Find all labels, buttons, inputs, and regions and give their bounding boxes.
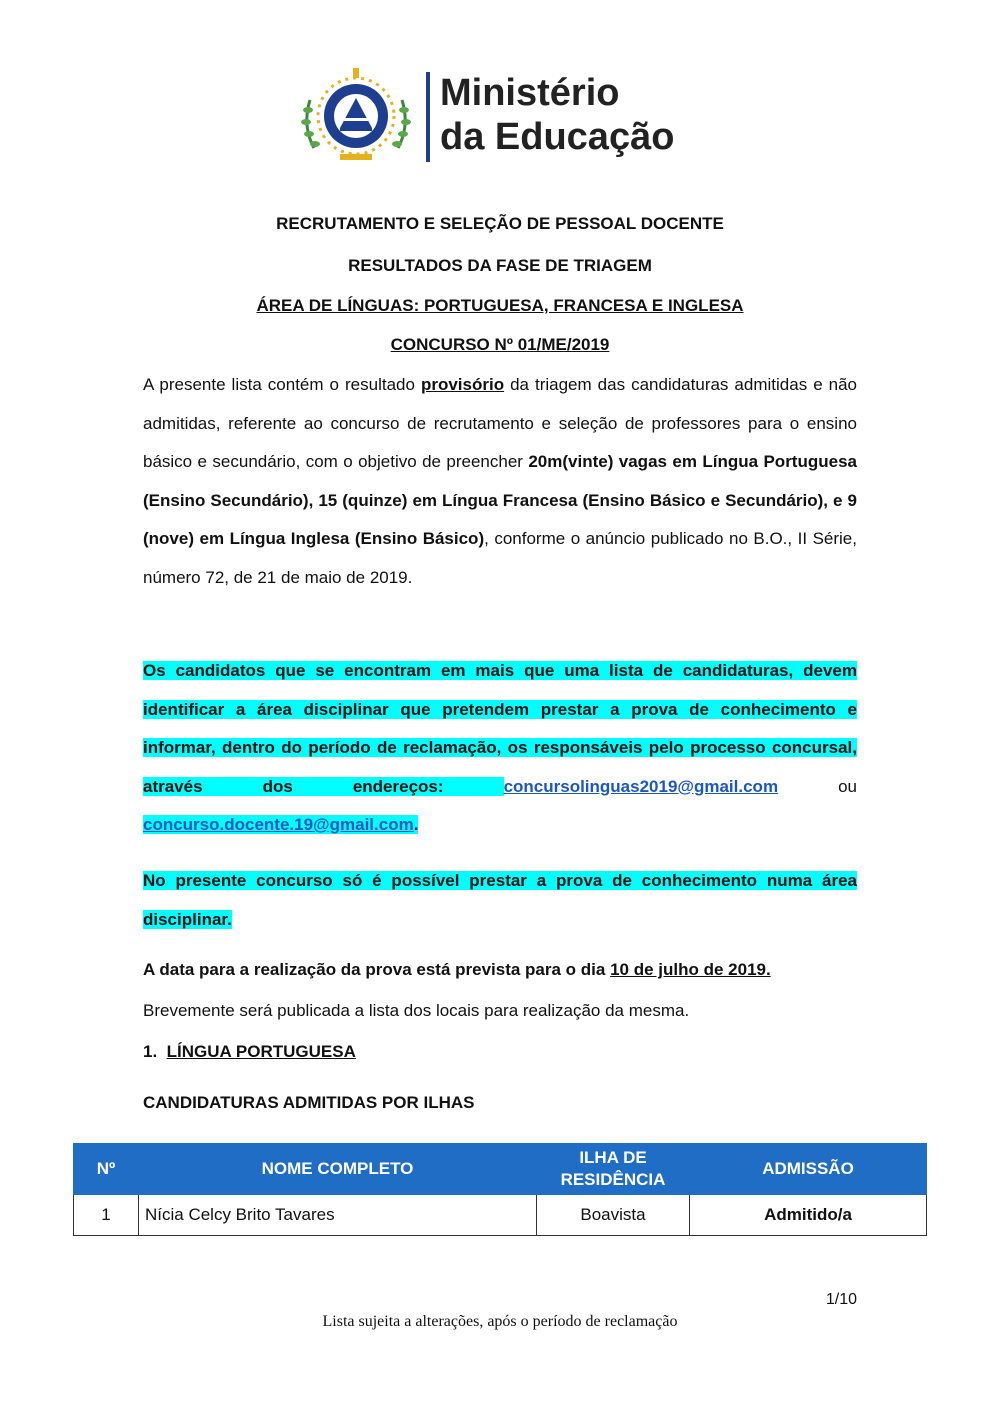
results-table [73,1143,927,1236]
section-heading [143,1042,356,1062]
exam-date-text: A data para a realização da prova está prevista para o dia [143,960,611,979]
coat-of-arms-icon [296,66,416,166]
section-subtitle: CANDIDATURAS ADMITIDAS POR ILHAS [143,1093,475,1112]
intro-text-3: , conforme o anúncio publicado no B.O., II Série, número 72, de 21 de maio de 2019. [143,529,857,587]
intro-text-2: da triagem das candidaturas admitidas e não admitidas, referente ao concurso de recrutamento e seleção de professores para o ensino básico e secundário, com o objetivo de preencher [143,375,858,471]
col-admission: ADMISSÃO [690,1144,927,1195]
cell-status: Admitido/a [690,1195,927,1236]
logo-ministry-line2: da Educação [440,116,675,158]
email-link-1[interactable]: concursolinguas2019@gmail.com [503,776,779,796]
title-contest-text: CONCURSO Nº 01/ME/2019 [390,335,610,354]
exam-date-value: 10 de julho de 2019. [610,960,771,979]
col-number: Nº [74,1144,139,1195]
title-contest [0,335,1000,355]
notice-multiple-lists-text: Os candidatos que se encontram em mais que uma lista de candidaturas, devem identificar a área disciplinar que pretendem prestar a prova de conhecimento e informar, dentro do período de reclamação, os responsáveis pelo processo concursal, através dos endereços: [143,661,857,796]
notice-or: ou [778,776,857,796]
title-recruitment: RECRUTAMENTO E SELEÇÃO DE PESSOAL DOCENTE [276,214,724,233]
cell-name: Nícia Celcy Brito Tavares [139,1195,537,1236]
ministry-logo [296,66,696,166]
footer-note: Lista sujeita a alterações, após o período de reclamação [322,1313,678,1330]
table-row [74,1195,927,1236]
intro-paragraph [143,366,857,597]
title-area-text: ÁREA DE LÍNGUAS: PORTUGUESA, FRANCESA E INGLESA [256,296,744,315]
title-results: RESULTADOS DA FASE DE TRIAGEM [348,256,652,275]
page-number: 1/10 [825,1291,857,1308]
intro-provisorio: provisório [420,375,505,394]
title-area [0,296,1000,316]
intro-text-1: A presente lista contém o resultado [143,375,421,394]
col-name: NOME COMPLETO [139,1144,537,1195]
notice-multiple-lists [143,652,857,845]
exam-date [143,960,771,980]
table-header-row [74,1144,927,1195]
logo-divider [426,72,430,162]
notice-single-area [143,862,857,939]
col-island: ILHA DE RESIDÊNCIA [537,1144,690,1195]
notice-end: . [413,815,419,834]
email-link-2[interactable]: concurso.docente.19@gmail.com [143,815,414,834]
logo-ministry-line1: Ministério [440,72,620,114]
exam-locations-note: Brevemente será publicada a lista dos locais para realização da mesma. [143,1001,690,1020]
section-title: LÍNGUA PORTUGUESA [166,1042,356,1061]
intro-vacancies: 20m(vinte) vagas em Língua Portuguesa (Ensino Secundário), 15 (quinze) em Língua Francesa (Ensino Básico e Secundário), e 9 (nove) em Língua Inglesa (Ensino Básico) [143,452,857,548]
section-number: 1. [143,1042,158,1061]
cell-number: 1 [74,1195,139,1236]
notice-single-area-text: No presente concurso só é possível prestar a prova de conhecimento numa área disciplinar. [143,871,857,929]
cell-island: Boavista [537,1195,690,1236]
